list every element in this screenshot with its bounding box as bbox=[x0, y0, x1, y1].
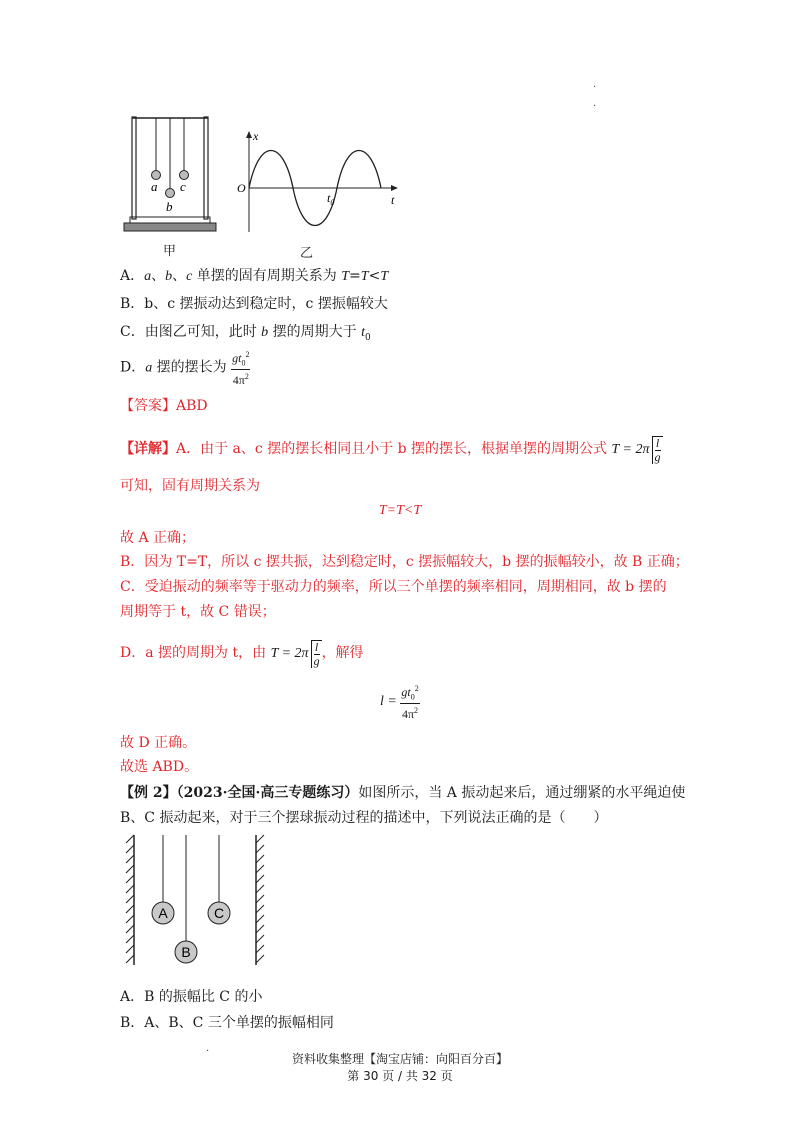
oscillation-graph bbox=[235, 128, 405, 240]
pendulum-length-fraction: $\frac{gt_0^2}{4\pi^2}$ bbox=[232, 350, 250, 388]
bob-b bbox=[166, 189, 175, 198]
axis-x-label: x bbox=[253, 129, 259, 143]
example2-line-2: B、C 振动起来，对于三个摆球振动过程的描述中，下列说法正确的是（ ） bbox=[120, 810, 608, 826]
label-b: b bbox=[166, 199, 173, 214]
axis-t-label: t bbox=[391, 193, 395, 207]
dot-mark: · bbox=[593, 101, 597, 112]
pendulum-stand-figure bbox=[120, 112, 220, 252]
detail-line-6: 周期等于 t，故 C 错误； bbox=[120, 604, 276, 620]
detail-line-8: 故 D 正确。 bbox=[120, 735, 197, 751]
page-number: 第 30 页 / 共 32 页 bbox=[347, 1069, 453, 1083]
footer-source: 资料收集整理【淘宝店铺：向阳百分百】 bbox=[291, 1052, 508, 1066]
example2-line-1: 【例 2】（2023·全国·高三专题练习）如图所示，当 A 振动起来后，通过绷紧的水平绳迫使 bbox=[120, 785, 686, 801]
label-a: a bbox=[151, 179, 158, 194]
origin-label: O bbox=[237, 181, 246, 195]
answer-label: 【答案】ABD bbox=[120, 398, 208, 414]
detail-line-9: 故选 ABD。 bbox=[120, 759, 199, 775]
detail-line-3: 故 A 正确； bbox=[120, 530, 196, 546]
example2-option-b: B．A、B、C 三个单摆的振幅相同 bbox=[120, 1015, 334, 1031]
example2-option-a: A．B 的振幅比 C 的小 bbox=[120, 989, 263, 1005]
dot-mark: · bbox=[206, 1046, 210, 1057]
ball-a-label: A bbox=[158, 905, 168, 921]
detail-line-2: 可知，固有周期关系为 bbox=[120, 478, 260, 494]
length-solution: l = $\frac{gt_0^2}{4\pi^2}$ bbox=[380, 684, 419, 722]
period-formula: T = 2π $\frac{l}{g}$ bbox=[611, 436, 661, 464]
dot-mark: · bbox=[593, 82, 597, 93]
caption-jia: 甲 bbox=[163, 244, 177, 259]
caption-yi: 乙 bbox=[300, 246, 314, 261]
option-a: A．a、b、c 单摆的固有周期关系为 T=T<T bbox=[120, 268, 389, 284]
detail-line-7: D．a 摆的周期为 t，由 T = 2π $\frac{l}{g}$ ，解得 bbox=[120, 640, 364, 668]
detail-line-1: 【详解】A．由于 a、c 摆的摆长相同且小于 b 摆的摆长，根据单摆的周期公式 T = 2π $\frac{l}{g}$ bbox=[120, 436, 661, 464]
ball-c-label: C bbox=[213, 905, 225, 921]
coupled-pendulum-figure bbox=[120, 833, 270, 968]
period-formula-2: T = 2π $\frac{l}{g}$ bbox=[270, 640, 320, 668]
option-c: C．由图乙可知，此时 b 摆的周期大于 $t_0$ bbox=[120, 324, 371, 343]
detail-line-5: C．受迫振动的频率等于驱动力的频率，所以三个单摆的频率相同，周期相同，故 b 摆的 bbox=[120, 579, 667, 595]
ball-b-label: B bbox=[181, 944, 191, 960]
detail-line-4: B．因为 T=T，所以 c 摆共振，达到稳定时，c 摆振幅较大，b 摆的振幅较小，故 B 正确； bbox=[120, 554, 689, 570]
t0-label: $t_0$ bbox=[327, 191, 335, 207]
option-d: D．a 摆的摆长为 $\frac{gt_0^2}{4\pi^2}$ bbox=[120, 350, 250, 388]
period-relation: T=T<T bbox=[378, 503, 422, 518]
option-b: B．b、c 摆振动达到稳定时，c 摆振幅较大 bbox=[120, 296, 388, 312]
label-c: c bbox=[180, 179, 186, 194]
